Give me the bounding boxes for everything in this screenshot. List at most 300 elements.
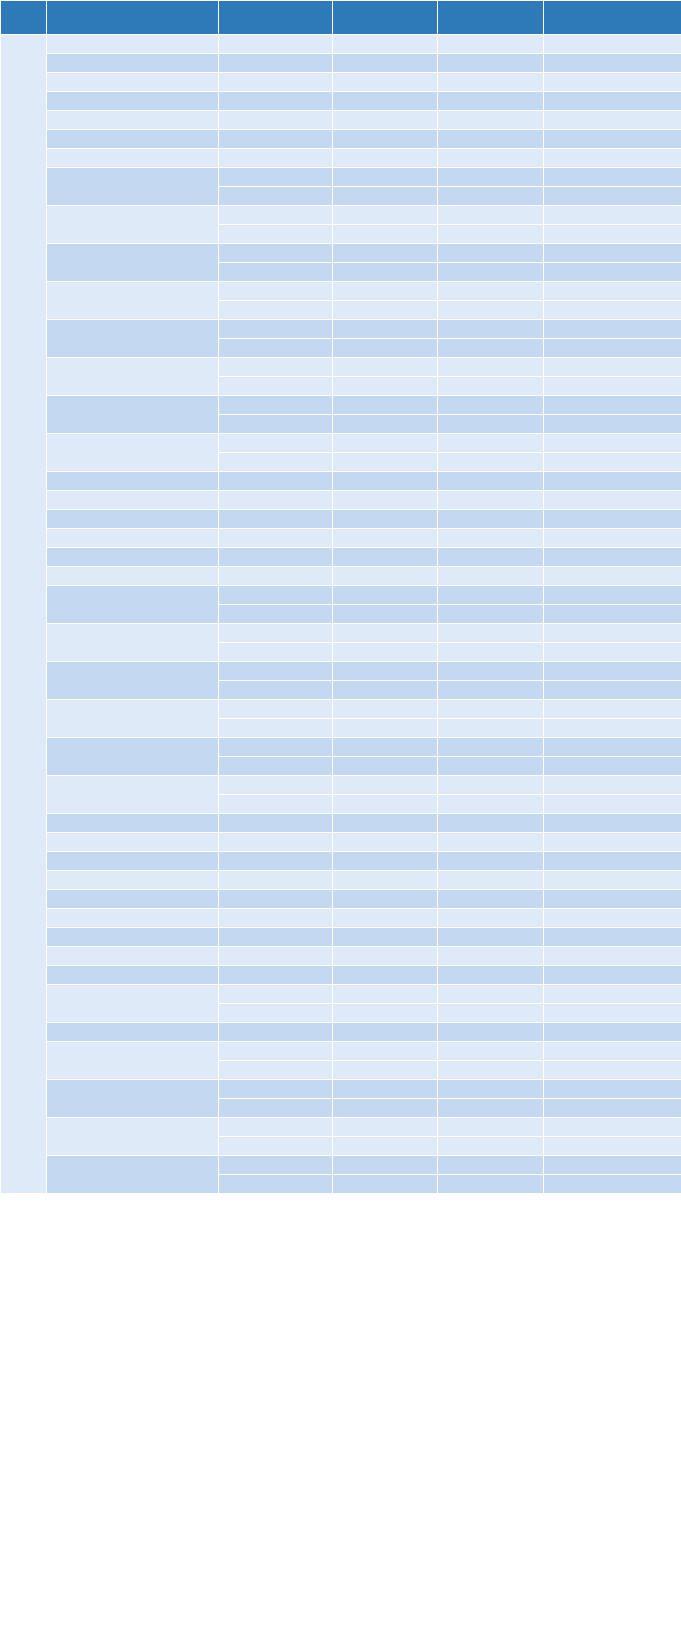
avg-score-cell — [544, 738, 681, 757]
min-score-cell — [333, 491, 438, 510]
category-cell — [219, 54, 333, 73]
major-name-cell — [47, 244, 219, 282]
avg-score-cell — [544, 586, 681, 605]
avg-score-cell — [544, 890, 681, 909]
max-score-cell — [438, 187, 544, 206]
min-score-cell — [333, 928, 438, 947]
avg-score-cell — [544, 1042, 681, 1061]
table-row — [1, 548, 681, 567]
avg-score-cell — [544, 263, 681, 282]
min-score-cell — [333, 662, 438, 681]
category-cell — [219, 624, 333, 643]
avg-score-cell — [544, 282, 681, 301]
category-cell — [219, 928, 333, 947]
max-score-cell — [438, 73, 544, 92]
avg-score-cell — [544, 719, 681, 738]
max-score-cell — [438, 776, 544, 795]
category-cell — [219, 1061, 333, 1080]
max-score-cell — [438, 757, 544, 776]
avg-score-cell — [544, 605, 681, 624]
avg-score-cell — [544, 662, 681, 681]
category-cell — [219, 168, 333, 187]
max-score-cell — [438, 624, 544, 643]
major-name-cell — [47, 149, 219, 168]
table-row — [1, 529, 681, 548]
table-row — [1, 434, 681, 453]
min-score-cell — [333, 757, 438, 776]
table-row — [1, 396, 681, 415]
category-cell — [219, 966, 333, 985]
min-score-cell — [333, 966, 438, 985]
category-cell — [219, 814, 333, 833]
min-score-cell — [333, 54, 438, 73]
category-cell — [219, 244, 333, 263]
table-body — [1, 35, 681, 1194]
major-name-cell — [47, 833, 219, 852]
avg-score-cell — [544, 225, 681, 244]
category-cell — [219, 1023, 333, 1042]
avg-score-cell — [544, 1175, 681, 1194]
max-score-cell — [438, 928, 544, 947]
major-name-cell — [47, 928, 219, 947]
min-score-cell — [333, 719, 438, 738]
table-row — [1, 111, 681, 130]
table-row — [1, 928, 681, 947]
major-name-cell — [47, 966, 219, 985]
min-score-cell — [333, 510, 438, 529]
max-score-cell — [438, 814, 544, 833]
category-cell — [219, 510, 333, 529]
table-row — [1, 776, 681, 795]
category-cell — [219, 92, 333, 111]
min-score-cell — [333, 1137, 438, 1156]
avg-score-cell — [544, 871, 681, 890]
avg-score-cell — [544, 377, 681, 396]
max-score-cell — [438, 35, 544, 54]
avg-score-cell — [544, 1099, 681, 1118]
min-score-cell — [333, 529, 438, 548]
max-score-cell — [438, 225, 544, 244]
min-score-cell — [333, 301, 438, 320]
avg-score-cell — [544, 111, 681, 130]
major-name-cell — [47, 586, 219, 624]
header-category — [219, 1, 333, 35]
avg-score-cell — [544, 320, 681, 339]
major-name-cell — [47, 111, 219, 130]
max-score-cell — [438, 282, 544, 301]
max-score-cell — [438, 1042, 544, 1061]
table-row — [1, 985, 681, 1004]
table-row — [1, 358, 681, 377]
min-score-cell — [333, 1004, 438, 1023]
major-name-cell — [47, 890, 219, 909]
table-row — [1, 472, 681, 491]
major-name-cell — [47, 548, 219, 567]
major-name-cell — [47, 434, 219, 472]
avg-score-cell — [544, 206, 681, 225]
avg-score-cell — [544, 434, 681, 453]
category-cell — [219, 795, 333, 814]
avg-score-cell — [544, 833, 681, 852]
min-score-cell — [333, 1023, 438, 1042]
max-score-cell — [438, 700, 544, 719]
min-score-cell — [333, 681, 438, 700]
max-score-cell — [438, 358, 544, 377]
min-score-cell — [333, 1118, 438, 1137]
min-score-cell — [333, 1080, 438, 1099]
max-score-cell — [438, 1156, 544, 1175]
avg-score-cell — [544, 928, 681, 947]
avg-score-cell — [544, 814, 681, 833]
min-score-cell — [333, 814, 438, 833]
min-score-cell — [333, 339, 438, 358]
avg-score-cell — [544, 947, 681, 966]
avg-score-cell — [544, 624, 681, 643]
min-score-cell — [333, 795, 438, 814]
header-major — [47, 1, 219, 35]
major-name-cell — [47, 1156, 219, 1194]
min-score-cell — [333, 605, 438, 624]
table-row — [1, 890, 681, 909]
category-cell — [219, 1042, 333, 1061]
table-row — [1, 567, 681, 586]
category-cell — [219, 130, 333, 149]
category-cell — [219, 871, 333, 890]
table-row — [1, 320, 681, 339]
category-cell — [219, 529, 333, 548]
max-score-cell — [438, 339, 544, 358]
table-row — [1, 871, 681, 890]
category-cell — [219, 643, 333, 662]
table-row — [1, 662, 681, 681]
table-row — [1, 852, 681, 871]
max-score-cell — [438, 985, 544, 1004]
avg-score-cell — [544, 396, 681, 415]
min-score-cell — [333, 244, 438, 263]
max-score-cell — [438, 1023, 544, 1042]
max-score-cell — [438, 605, 544, 624]
category-cell — [219, 1156, 333, 1175]
category-cell — [219, 586, 333, 605]
min-score-cell — [333, 1061, 438, 1080]
min-score-cell — [333, 833, 438, 852]
avg-score-cell — [544, 757, 681, 776]
min-score-cell — [333, 738, 438, 757]
category-cell — [219, 852, 333, 871]
max-score-cell — [438, 909, 544, 928]
category-cell — [219, 339, 333, 358]
avg-score-cell — [544, 1023, 681, 1042]
avg-score-cell — [544, 1156, 681, 1175]
major-name-cell — [47, 814, 219, 833]
max-score-cell — [438, 111, 544, 130]
max-score-cell — [438, 263, 544, 282]
avg-score-cell — [544, 510, 681, 529]
avg-score-cell — [544, 54, 681, 73]
category-cell — [219, 434, 333, 453]
avg-score-cell — [544, 852, 681, 871]
table-row — [1, 35, 681, 54]
max-score-cell — [438, 833, 544, 852]
category-cell — [219, 453, 333, 472]
max-score-cell — [438, 130, 544, 149]
min-score-cell — [333, 73, 438, 92]
max-score-cell — [438, 377, 544, 396]
avg-score-cell — [544, 643, 681, 662]
table-row — [1, 947, 681, 966]
category-cell — [219, 947, 333, 966]
table-row — [1, 738, 681, 757]
min-score-cell — [333, 377, 438, 396]
category-cell — [219, 358, 333, 377]
min-score-cell — [333, 111, 438, 130]
major-name-cell — [47, 35, 219, 54]
max-score-cell — [438, 662, 544, 681]
category-cell — [219, 1175, 333, 1194]
avg-score-cell — [544, 966, 681, 985]
avg-score-cell — [544, 795, 681, 814]
max-score-cell — [438, 947, 544, 966]
min-score-cell — [333, 567, 438, 586]
category-cell — [219, 301, 333, 320]
max-score-cell — [438, 54, 544, 73]
avg-score-cell — [544, 909, 681, 928]
header-max-score — [438, 1, 544, 35]
avg-score-cell — [544, 92, 681, 111]
max-score-cell — [438, 168, 544, 187]
min-score-cell — [333, 206, 438, 225]
table-row — [1, 491, 681, 510]
category-cell — [219, 149, 333, 168]
major-name-cell — [47, 396, 219, 434]
major-name-cell — [47, 1042, 219, 1080]
table-row — [1, 624, 681, 643]
table-row — [1, 206, 681, 225]
max-score-cell — [438, 548, 544, 567]
max-score-cell — [438, 92, 544, 111]
category-cell — [219, 909, 333, 928]
major-name-cell — [47, 130, 219, 149]
category-cell — [219, 719, 333, 738]
major-name-cell — [47, 491, 219, 510]
table-row — [1, 1042, 681, 1061]
category-cell — [219, 1080, 333, 1099]
min-score-cell — [333, 890, 438, 909]
category-cell — [219, 187, 333, 206]
min-score-cell — [333, 282, 438, 301]
min-score-cell — [333, 225, 438, 244]
table-row — [1, 1156, 681, 1175]
major-name-cell — [47, 852, 219, 871]
category-cell — [219, 757, 333, 776]
major-name-cell — [47, 567, 219, 586]
min-score-cell — [333, 35, 438, 54]
min-score-cell — [333, 92, 438, 111]
category-cell — [219, 567, 333, 586]
max-score-cell — [438, 719, 544, 738]
max-score-cell — [438, 415, 544, 434]
max-score-cell — [438, 1080, 544, 1099]
major-name-cell — [47, 1080, 219, 1118]
avg-score-cell — [544, 73, 681, 92]
min-score-cell — [333, 1099, 438, 1118]
avg-score-cell — [544, 681, 681, 700]
avg-score-cell — [544, 1137, 681, 1156]
max-score-cell — [438, 795, 544, 814]
max-score-cell — [438, 472, 544, 491]
category-cell — [219, 225, 333, 244]
min-score-cell — [333, 396, 438, 415]
avg-score-cell — [544, 1004, 681, 1023]
category-cell — [219, 985, 333, 1004]
major-name-cell — [47, 472, 219, 491]
category-cell — [219, 377, 333, 396]
table-row — [1, 130, 681, 149]
table-row — [1, 92, 681, 111]
avg-score-cell — [544, 130, 681, 149]
header-min-score — [333, 1, 438, 35]
major-name-cell — [47, 776, 219, 814]
max-score-cell — [438, 453, 544, 472]
avg-score-cell — [544, 415, 681, 434]
max-score-cell — [438, 586, 544, 605]
min-score-cell — [333, 985, 438, 1004]
min-score-cell — [333, 1175, 438, 1194]
header-level — [1, 1, 47, 35]
header-avg-score — [544, 1, 681, 35]
min-score-cell — [333, 168, 438, 187]
max-score-cell — [438, 643, 544, 662]
max-score-cell — [438, 871, 544, 890]
major-name-cell — [47, 624, 219, 662]
avg-score-cell — [544, 529, 681, 548]
major-name-cell — [47, 510, 219, 529]
major-name-cell — [47, 92, 219, 111]
major-name-cell — [47, 529, 219, 548]
major-name-cell — [47, 700, 219, 738]
avg-score-cell — [544, 244, 681, 263]
major-name-cell — [47, 1023, 219, 1042]
category-cell — [219, 35, 333, 54]
min-score-cell — [333, 624, 438, 643]
major-name-cell — [47, 320, 219, 358]
max-score-cell — [438, 396, 544, 415]
table-row — [1, 168, 681, 187]
table-row — [1, 73, 681, 92]
category-cell — [219, 1099, 333, 1118]
table-row — [1, 510, 681, 529]
min-score-cell — [333, 472, 438, 491]
avg-score-cell — [544, 35, 681, 54]
max-score-cell — [438, 1175, 544, 1194]
table-row — [1, 1080, 681, 1099]
avg-score-cell — [544, 472, 681, 491]
min-score-cell — [333, 320, 438, 339]
min-score-cell — [333, 130, 438, 149]
major-name-cell — [47, 871, 219, 890]
major-name-cell — [47, 738, 219, 776]
major-name-cell — [47, 985, 219, 1023]
major-name-cell — [47, 282, 219, 320]
min-score-cell — [333, 187, 438, 206]
max-score-cell — [438, 206, 544, 225]
major-name-cell — [47, 358, 219, 396]
category-cell — [219, 738, 333, 757]
min-score-cell — [333, 358, 438, 377]
major-name-cell — [47, 947, 219, 966]
category-cell — [219, 73, 333, 92]
table-row — [1, 909, 681, 928]
min-score-cell — [333, 909, 438, 928]
category-cell — [219, 662, 333, 681]
min-score-cell — [333, 263, 438, 282]
table-row — [1, 54, 681, 73]
table-row — [1, 149, 681, 168]
table-row — [1, 833, 681, 852]
avg-score-cell — [544, 1118, 681, 1137]
avg-score-cell — [544, 491, 681, 510]
max-score-cell — [438, 301, 544, 320]
table-row — [1, 586, 681, 605]
max-score-cell — [438, 1118, 544, 1137]
max-score-cell — [438, 149, 544, 168]
avg-score-cell — [544, 1080, 681, 1099]
avg-score-cell — [544, 301, 681, 320]
category-cell — [219, 282, 333, 301]
category-cell — [219, 491, 333, 510]
max-score-cell — [438, 1061, 544, 1080]
min-score-cell — [333, 453, 438, 472]
table-row — [1, 700, 681, 719]
category-cell — [219, 1118, 333, 1137]
category-cell — [219, 776, 333, 795]
min-score-cell — [333, 548, 438, 567]
avg-score-cell — [544, 548, 681, 567]
avg-score-cell — [544, 1061, 681, 1080]
avg-score-cell — [544, 149, 681, 168]
max-score-cell — [438, 852, 544, 871]
major-name-cell — [47, 168, 219, 206]
category-cell — [219, 472, 333, 491]
category-cell — [219, 111, 333, 130]
category-cell — [219, 890, 333, 909]
major-name-cell — [47, 662, 219, 700]
max-score-cell — [438, 491, 544, 510]
category-cell — [219, 605, 333, 624]
table-row — [1, 1118, 681, 1137]
category-cell — [219, 206, 333, 225]
min-score-cell — [333, 415, 438, 434]
table-row — [1, 244, 681, 263]
category-cell — [219, 833, 333, 852]
category-cell — [219, 548, 333, 567]
major-name-cell — [47, 1118, 219, 1156]
min-score-cell — [333, 149, 438, 168]
max-score-cell — [438, 681, 544, 700]
major-name-cell — [47, 206, 219, 244]
category-cell — [219, 320, 333, 339]
avg-score-cell — [544, 700, 681, 719]
avg-score-cell — [544, 168, 681, 187]
category-cell — [219, 263, 333, 282]
min-score-cell — [333, 1156, 438, 1175]
table-row — [1, 1023, 681, 1042]
min-score-cell — [333, 700, 438, 719]
avg-score-cell — [544, 358, 681, 377]
major-name-cell — [47, 73, 219, 92]
min-score-cell — [333, 586, 438, 605]
major-name-cell — [47, 909, 219, 928]
